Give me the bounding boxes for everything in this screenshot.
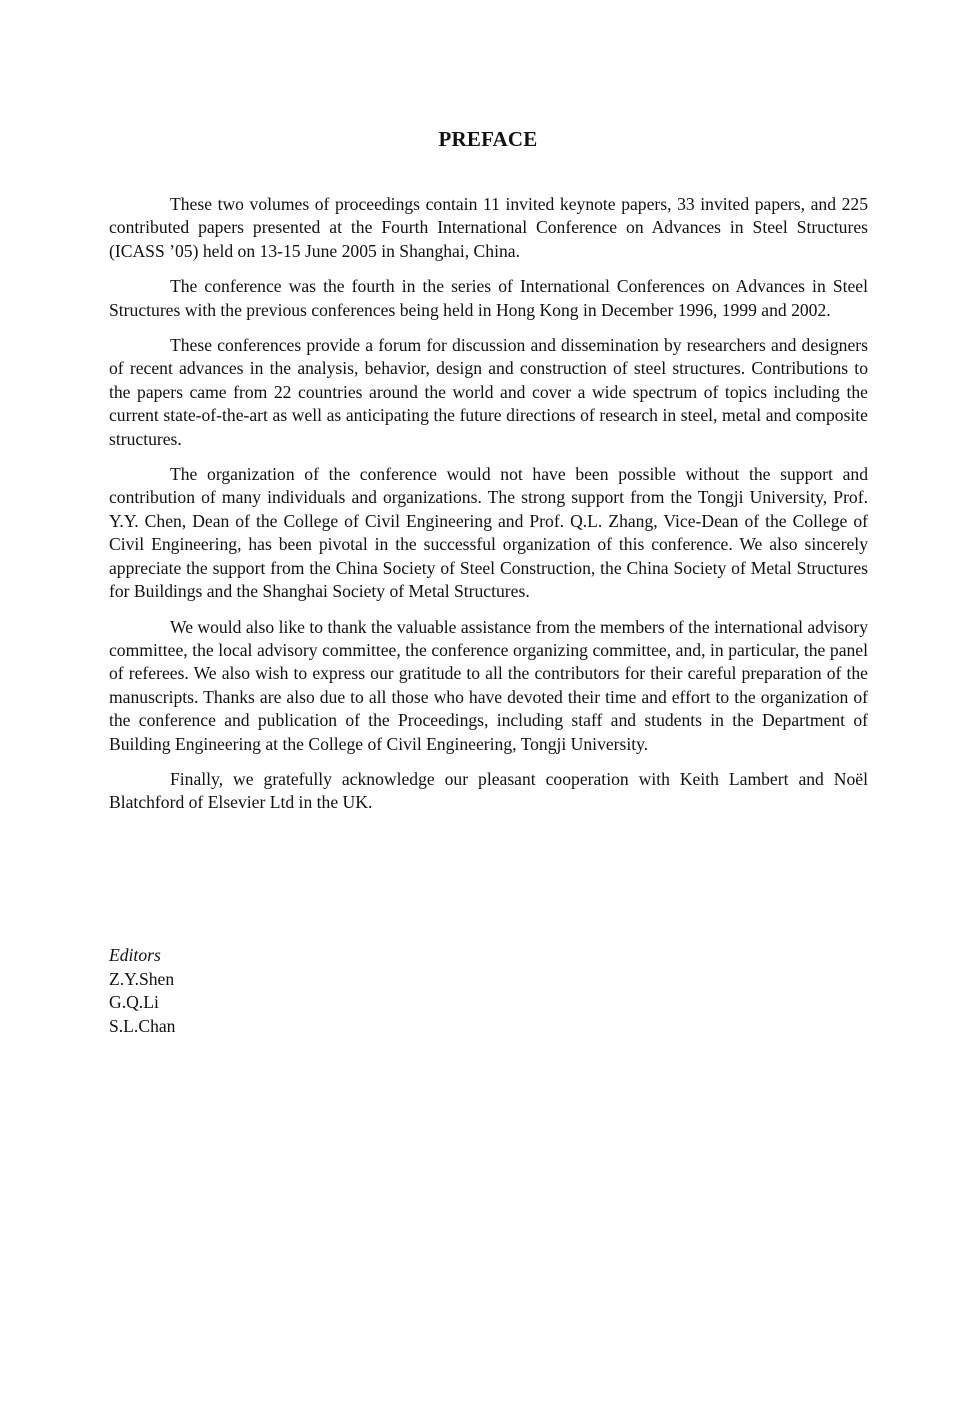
editor-name: Z.Y.Shen — [109, 968, 175, 989]
preface-body — [109, 193, 868, 827]
editor-name: S.L.Chan — [109, 1015, 176, 1036]
paragraph-publisher-thanks: Finally, we gratefully acknowledge our pleasant cooperation with Keith Lambert and Noël Blatchford of Elsevier Ltd in the UK. — [109, 768, 868, 813]
editors-label: Editors — [109, 945, 161, 965]
paragraph-forum-purpose: These conferences provide a forum for discussion and dissemination by researchers and designers of recent advances in the analysis, behavior, design and construction of steel structures. Contributions to the papers came from 22 countries around the world and cover a wide spectrum of topics including the current state-of-the-art as well as anticipating the future directions of research in steel, metal and composite structures. — [109, 335, 868, 449]
paragraph-organization-support: The organization of the conference would not have been possible without the support and contribution of many individuals and organizations. The strong support from the Tongji University, Prof. Y.Y. Chen, Dean of the College of Civil Engineering and Prof. Q.L. Zhang, Vice-Dean of the College of Civil Engineering, has been pivotal in the successful organization of this conference. We also sincerely appreciate the support from the China Society of Steel Construction, the China Society of Metal Structures for Buildings and the Shanghai Society of Metal Structures. — [109, 464, 868, 602]
paragraph-conference-series: The conference was the fourth in the series of International Conferences on Advances in Steel Structures with the previous conferences being held in Hong Kong in December 1996, 1999 and 2002. — [109, 276, 868, 320]
paragraph-acknowledgements: We would also like to thank the valuable assistance from the members of the international advisory committee, the local advisory committee, the conference organizing committee, and, in particular, the panel of referees. We also wish to express our gratitude to all the contributors for their careful preparation of the manuscripts. Thanks are also due to all those who have devoted their time and effort to the organization of the conference and publication of the Proceedings, including staff and students in the Department of Building Engineering at the College of Civil Engineering, Tongji University. — [109, 616, 868, 754]
paragraph-proceedings-contents: These two volumes of proceedings contain 11 invited keynote papers, 33 invited papers, and 225 contributed papers presented at the Fourth International Conference on Advances in Steel Structures (ICASS ’05) held on 13-15 June 2005 in Shanghai, China. — [109, 194, 868, 261]
editors-block — [109, 944, 175, 1038]
editor-name: G.Q.Li — [109, 992, 159, 1013]
page-title: PREFACE — [438, 127, 538, 151]
